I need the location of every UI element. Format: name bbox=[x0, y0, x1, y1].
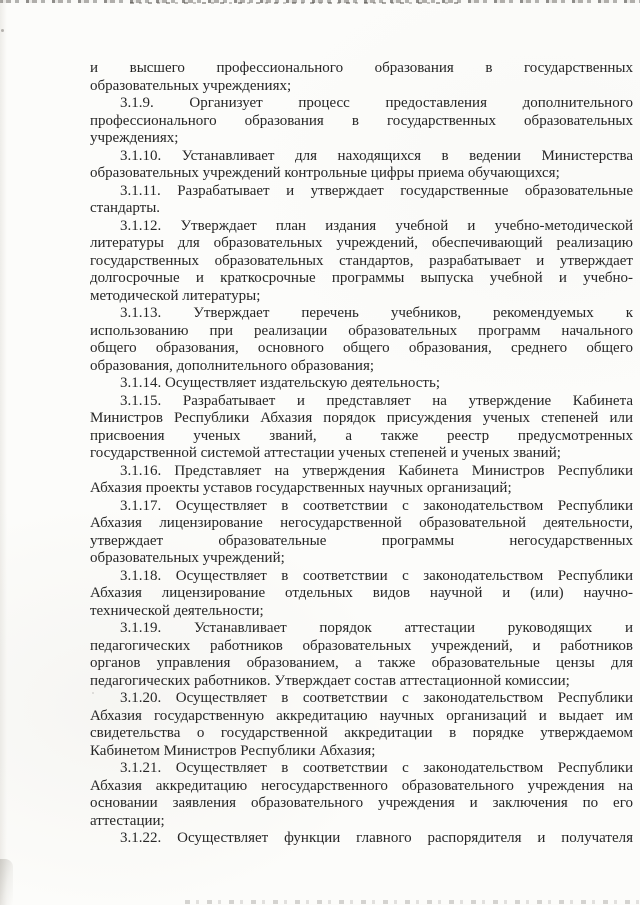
text-line: 3.1.22. Осуществляет функции главного распорядителя и получателя bbox=[120, 830, 633, 846]
text-line: 3.1.14. Осуществляет издательскую деятельность; bbox=[120, 375, 440, 391]
text-line: стандарты. bbox=[90, 200, 161, 216]
scan-left-edge-shade bbox=[0, 0, 7, 905]
text-line: Абхазия государственную аккредитацию научных организаций и выдает им bbox=[90, 707, 633, 724]
text-line: Абхазия аккредитацию негосударственного образовательного учреждения на bbox=[90, 777, 633, 794]
text-line: аттестации; bbox=[90, 812, 165, 829]
scan-edge-noise-top-dense bbox=[130, 2, 460, 4]
text-line: долгосрочные и краткосрочные программы выпуска учебной и учебно- bbox=[90, 270, 633, 286]
text-line: 3.1.11. Разрабатывает и утверждает государственные образовательные bbox=[120, 182, 633, 199]
text-line: использованию при реализации образовательных программ начального bbox=[90, 322, 633, 339]
document-body bbox=[90, 60, 633, 848]
text-line: утверждает образовательные программы негосударственных bbox=[90, 532, 633, 549]
text-line: свидетельства о государственной аккредитации в порядке утверждаемом bbox=[90, 725, 633, 741]
text-line: органов управления образованием, а также образовательные цензы для bbox=[90, 655, 633, 671]
text-line: учреждениях; bbox=[90, 130, 179, 146]
text-line: 3.1.12. Утверждает план издания учебной и учебно-методической bbox=[120, 217, 633, 234]
scan-speck bbox=[92, 692, 94, 694]
scan-speck bbox=[210, 838, 212, 840]
text-line: Министров Республики Абхазия порядок присуждения ученых степеней или bbox=[90, 410, 633, 426]
scan-corner-smudge bbox=[0, 859, 13, 905]
text-line: Абхазия проекты уставов государственных научных организаций; bbox=[90, 480, 512, 496]
text-line: педагогических работников. Утверждает состав аттестационной комиссии; bbox=[90, 672, 570, 689]
scan-speck bbox=[1, 29, 4, 32]
text-line: присвоения ученых званий, а также реестр предусмотренных bbox=[90, 427, 633, 444]
text-line: общего образования, основного общего образования, среднего общего bbox=[90, 340, 633, 356]
text-line: Кабинетом Министров Республики Абхазия; bbox=[90, 742, 376, 759]
text-line: государственных образовательных стандартов, разрабатывает и утверждает bbox=[90, 252, 633, 269]
text-line: технической деятельности; bbox=[90, 602, 264, 619]
text-line: литературы для образовательных учреждений, обеспечивающий реализацию bbox=[90, 235, 633, 251]
text-line: 3.1.13. Утверждает перечень учебников, рекомендуемых к bbox=[120, 305, 633, 321]
text-line: педагогических работников образовательных учреждений, и работников bbox=[90, 637, 633, 654]
text-line: 3.1.18. Осуществляет в соответствии с законодательством Республики bbox=[120, 567, 633, 584]
text-line: образовательных учреждений контрольные цифры приема обучающихся; bbox=[90, 165, 560, 181]
text-line: 3.1.16. Представляет на утверждения Кабинета Министров Республики bbox=[120, 462, 633, 479]
text-line: образовательных учреждений; bbox=[90, 550, 285, 566]
text-line: профессионального образования в государственных образовательных bbox=[90, 112, 633, 129]
text-line: 3.1.21. Осуществляет в соответствии с законодательством Республики bbox=[120, 760, 633, 776]
text-line: 3.1.17. Осуществляет в соответствии с законодательством Республики bbox=[120, 497, 633, 514]
text-line: и высшего профессионального образования в государственных bbox=[90, 60, 633, 76]
text-line: образования, дополнительного образования; bbox=[90, 357, 375, 374]
text-line: Абхазия лицензирование отдельных видов научной и (или) научно- bbox=[90, 585, 633, 601]
text-line: 3.1.20. Осуществляет в соответствии с законодательством Республики bbox=[120, 690, 633, 706]
scan-edge-noise-bottom bbox=[185, 900, 640, 904]
text-line: 3.1.10. Устанавливает для находящихся в ведении Министерства bbox=[120, 147, 633, 164]
text-line: государственной системой аттестации ученых степеней и ученых званий; bbox=[90, 445, 561, 461]
text-line: образовательных учреждениях; bbox=[90, 77, 292, 94]
text-line: Абхазия лицензирование негосударственной образовательной деятельности, bbox=[90, 515, 633, 531]
text-line: основании заявления образовательного учреждения и заключения по его bbox=[90, 795, 633, 811]
text-line: 3.1.9. Организует процесс предоставления дополнительного bbox=[120, 95, 633, 111]
text-line: методической литературы; bbox=[90, 287, 261, 304]
text-line: 3.1.19. Устанавливает порядок аттестации руководящих и bbox=[120, 620, 633, 636]
text-line: 3.1.15. Разрабатывает и представляет на утверждение Кабинета bbox=[120, 392, 633, 409]
